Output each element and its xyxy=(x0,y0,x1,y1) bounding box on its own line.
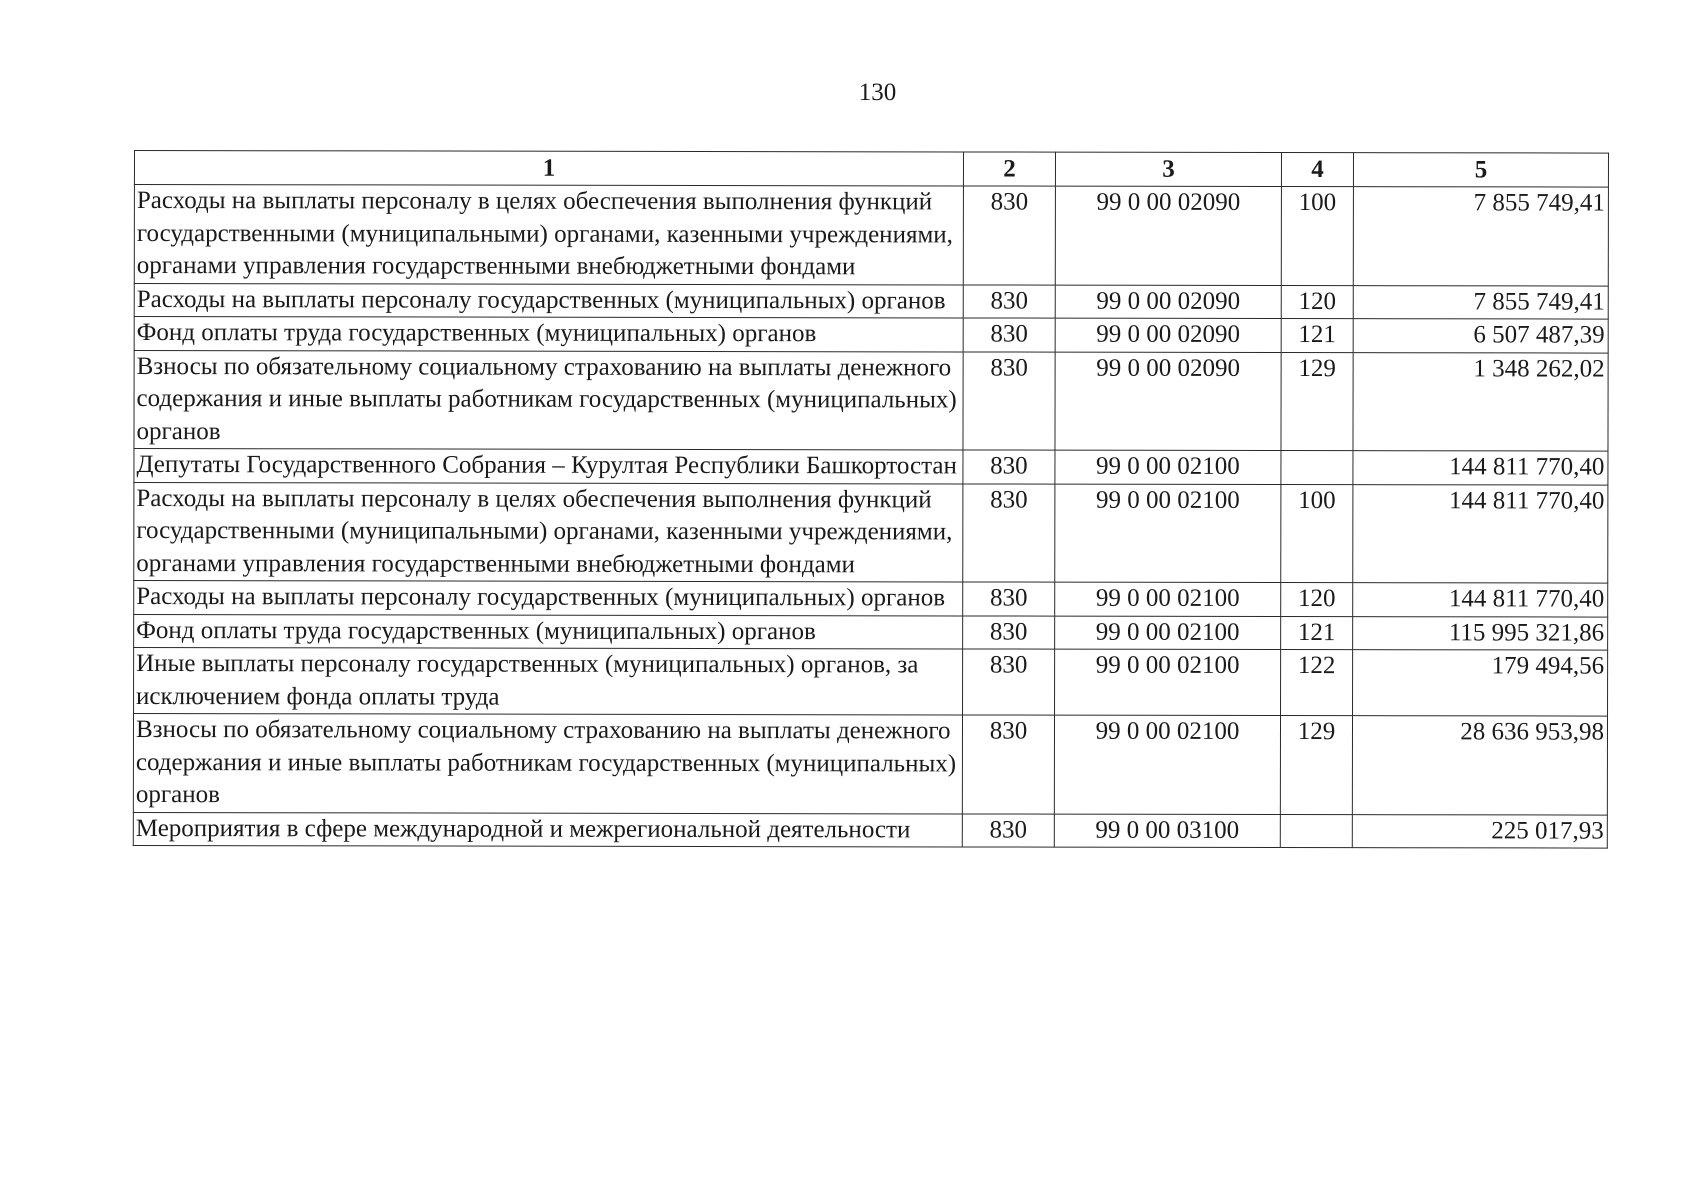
row-name: Расходы на выплаты персоналу государственных (муниципальных) органов xyxy=(134,283,963,318)
row-expense-type: 122 xyxy=(1281,650,1353,716)
row-expense-type: 120 xyxy=(1281,285,1353,319)
row-target-code: 99 0 00 02100 xyxy=(1055,616,1281,650)
row-admin-code: 830 xyxy=(963,186,1055,285)
row-amount: 7 855 749,41 xyxy=(1353,285,1608,319)
page-number: 130 xyxy=(858,79,897,106)
row-target-code: 99 0 00 03100 xyxy=(1054,814,1280,848)
budget-table-container xyxy=(133,150,1608,849)
row-target-code: 99 0 00 02100 xyxy=(1055,484,1281,583)
row-name: Мероприятия в сфере международной и межрегиональной деятельности xyxy=(133,812,962,847)
row-name: Фонд оплаты труда государственных (муниципальных) органов xyxy=(134,317,963,352)
row-target-code: 99 0 00 02090 xyxy=(1055,285,1281,319)
header-row xyxy=(134,151,1608,188)
row-expense-type: 121 xyxy=(1281,319,1353,353)
row-target-code: 99 0 00 02090 xyxy=(1055,352,1281,451)
row-name: Расходы на выплаты персоналу государственных (муниципальных) органов xyxy=(134,581,963,616)
row-admin-code: 830 xyxy=(963,351,1055,450)
row-name: Взносы по обязательному социальному страхованию на выплаты денежного содержания и иные выплаты работникам государственных (муниципальных) органов xyxy=(134,350,963,450)
table-row xyxy=(134,614,1608,650)
table-row xyxy=(134,581,1608,617)
table-row xyxy=(134,449,1608,485)
table-row xyxy=(134,317,1608,353)
row-target-code: 99 0 00 02100 xyxy=(1055,582,1281,616)
row-amount: 28 636 953,98 xyxy=(1352,716,1607,815)
row-admin-code: 830 xyxy=(963,450,1055,484)
budget-table xyxy=(133,150,1609,849)
row-target-code: 99 0 00 02090 xyxy=(1055,318,1281,352)
row-expense-type: 100 xyxy=(1281,187,1353,286)
row-amount: 179 494,56 xyxy=(1353,650,1608,716)
row-amount: 144 811 770,40 xyxy=(1353,484,1608,583)
row-admin-code: 830 xyxy=(962,813,1054,847)
row-target-code: 99 0 00 02100 xyxy=(1054,715,1280,814)
row-expense-type: 100 xyxy=(1281,484,1353,583)
table-row xyxy=(134,185,1608,286)
row-admin-code: 830 xyxy=(963,582,1055,616)
row-name: Депутаты Государственного Собрания – Курултая Республики Башкортостан xyxy=(134,449,963,484)
row-expense-type: 121 xyxy=(1281,616,1353,650)
header-col-2: 2 xyxy=(963,152,1055,186)
row-target-code: 99 0 00 02090 xyxy=(1055,186,1281,285)
row-target-code: 99 0 00 02100 xyxy=(1055,450,1281,484)
row-admin-code: 830 xyxy=(962,715,1054,814)
table-row xyxy=(133,714,1607,815)
table-row xyxy=(133,812,1607,848)
row-target-code: 99 0 00 02100 xyxy=(1055,649,1281,715)
row-amount: 6 507 487,39 xyxy=(1353,319,1608,353)
row-name: Фонд оплаты труда государственных (муниципальных) органов xyxy=(134,614,963,649)
row-expense-type xyxy=(1280,814,1352,848)
row-expense-type: 129 xyxy=(1280,716,1352,815)
row-admin-code: 830 xyxy=(963,284,1055,318)
table-header xyxy=(134,151,1608,188)
row-expense-type xyxy=(1281,451,1353,485)
table-row xyxy=(134,350,1608,451)
row-admin-code: 830 xyxy=(963,615,1055,649)
row-expense-type: 129 xyxy=(1281,352,1353,451)
row-amount: 144 811 770,40 xyxy=(1353,583,1608,617)
table-row xyxy=(134,482,1608,583)
header-col-5: 5 xyxy=(1353,153,1608,187)
row-name: Взносы по обязательному социальному страхованию на выплаты денежного содержания и иные выплаты работникам государственных (муниципальных) органов xyxy=(133,714,962,814)
row-admin-code: 830 xyxy=(963,318,1055,352)
header-col-1: 1 xyxy=(134,151,963,186)
table-body xyxy=(133,185,1608,849)
row-expense-type: 120 xyxy=(1281,583,1353,617)
row-name: Расходы на выплаты персоналу в целях обеспечения выполнения функций государственными (муниципальными) органами, казенными учреждениями, органами управления государственными внебюджетными фондами xyxy=(134,185,963,285)
row-name: Расходы на выплаты персоналу в целях обеспечения выполнения функций государственными (муниципальными) органами, казенными учреждениями, органами управления государственными внебюджетными фондами xyxy=(134,482,963,582)
table-row xyxy=(134,648,1608,717)
header-col-4: 4 xyxy=(1281,153,1353,187)
row-name: Иные выплаты персоналу государственных (муниципальных) органов, за исключением фонда оплаты труда xyxy=(134,648,963,715)
row-amount: 1 348 262,02 xyxy=(1353,352,1608,451)
header-col-3: 3 xyxy=(1055,152,1281,186)
row-admin-code: 830 xyxy=(963,649,1055,715)
row-admin-code: 830 xyxy=(963,483,1055,582)
table-row xyxy=(134,283,1608,319)
row-amount: 144 811 770,40 xyxy=(1353,451,1608,485)
row-amount: 115 995 321,86 xyxy=(1353,616,1608,650)
row-amount: 7 855 749,41 xyxy=(1353,187,1608,286)
row-amount: 225 017,93 xyxy=(1352,814,1607,848)
